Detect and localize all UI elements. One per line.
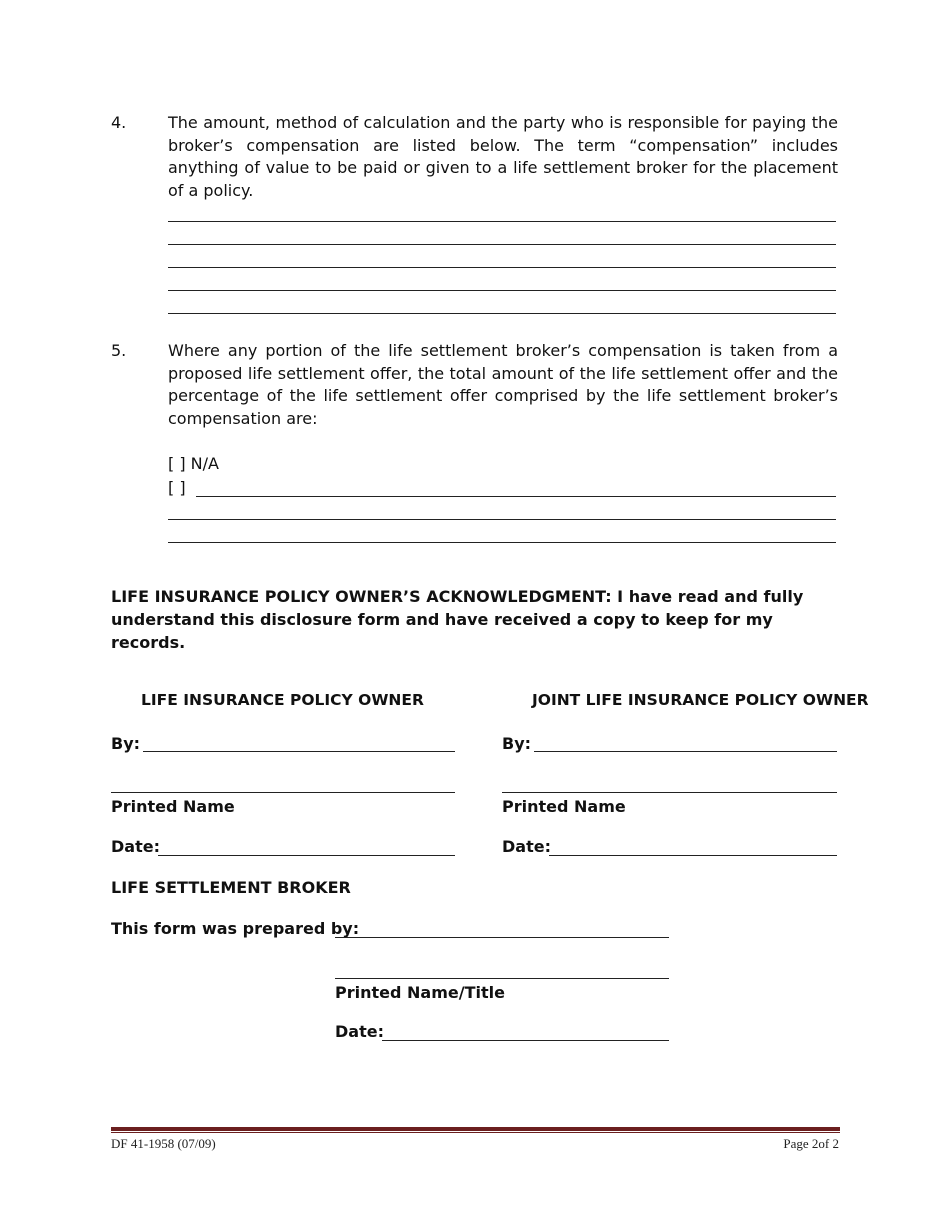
owner-date-line[interactable] [158,855,455,856]
footer-rule-thin [111,1132,840,1133]
item-5-text: Where any portion of the life settlement broker’s compensation is taken from a proposed life settlement offer, the total amount of the life settlement offer and the percentage of the life settlement offer comprised by the life settlement broker’s compensation are: [168,341,838,428]
prepared-by-signature-line[interactable] [335,937,669,938]
item-4-text: The amount, method of calculation and the party who is responsible for paying the broker’s compensation are listed below. The term “compensation” includes anything of value to be paid or given to a life settlement broker for the placement of a policy. [168,113,838,200]
compensation-blank-line-1[interactable] [168,221,836,222]
broker-date-label: Date: [335,1022,384,1041]
owner-printed-name-line[interactable] [111,792,455,793]
compensation-blank-line-5[interactable] [168,313,836,314]
joint-owner-signature-line[interactable] [534,751,837,752]
owner-date-label: Date: [111,837,160,856]
other-checkbox[interactable]: [ ] [168,478,186,497]
owner-printed-name-label: Printed Name [111,797,235,816]
joint-owner-heading: JOINT LIFE INSURANCE POLICY OWNER [532,691,869,709]
na-checkbox[interactable]: [ ] [168,454,186,473]
broker-heading: LIFE SETTLEMENT BROKER [111,878,351,897]
prepared-by-label: This form was prepared by: [111,919,360,938]
na-option[interactable] [168,454,219,473]
form-number: DF 41-1958 (07/09) [111,1136,216,1151]
owner-acknowledgment: LIFE INSURANCE POLICY OWNER’S ACKNOWLEDGMENT: I have read and fully understand this disclosure form and have received a copy to keep for my records. [111,587,804,652]
na-label: N/A [190,454,219,473]
joint-owner-printed-name-label: Printed Name [502,797,626,816]
item-4-number: 4. [111,113,127,132]
owner-by-label: By: [111,734,141,753]
joint-owner-printed-name-line[interactable] [502,792,837,793]
broker-date-line[interactable] [382,1040,669,1041]
joint-owner-date-label: Date: [502,837,551,856]
joint-owner-date-line[interactable] [549,855,837,856]
page-number: Page 2of 2 [783,1136,839,1151]
broker-printed-name-title-label: Printed Name/Title [335,983,505,1002]
compensation-blank-line-2[interactable] [168,244,836,245]
compensation-blank-line-4[interactable] [168,290,836,291]
compensation-blank-line-3[interactable] [168,267,836,268]
broker-printed-name-line[interactable] [335,978,669,979]
item-5-number: 5. [111,341,127,360]
owner-heading: LIFE INSURANCE POLICY OWNER [141,691,424,709]
other-option-line[interactable] [196,496,836,497]
owner-signature-line[interactable] [143,751,455,752]
offer-blank-line-2[interactable] [168,542,836,543]
joint-owner-by-label: By: [502,734,532,753]
offer-blank-line-1[interactable] [168,519,836,520]
footer-rule [111,1127,840,1131]
